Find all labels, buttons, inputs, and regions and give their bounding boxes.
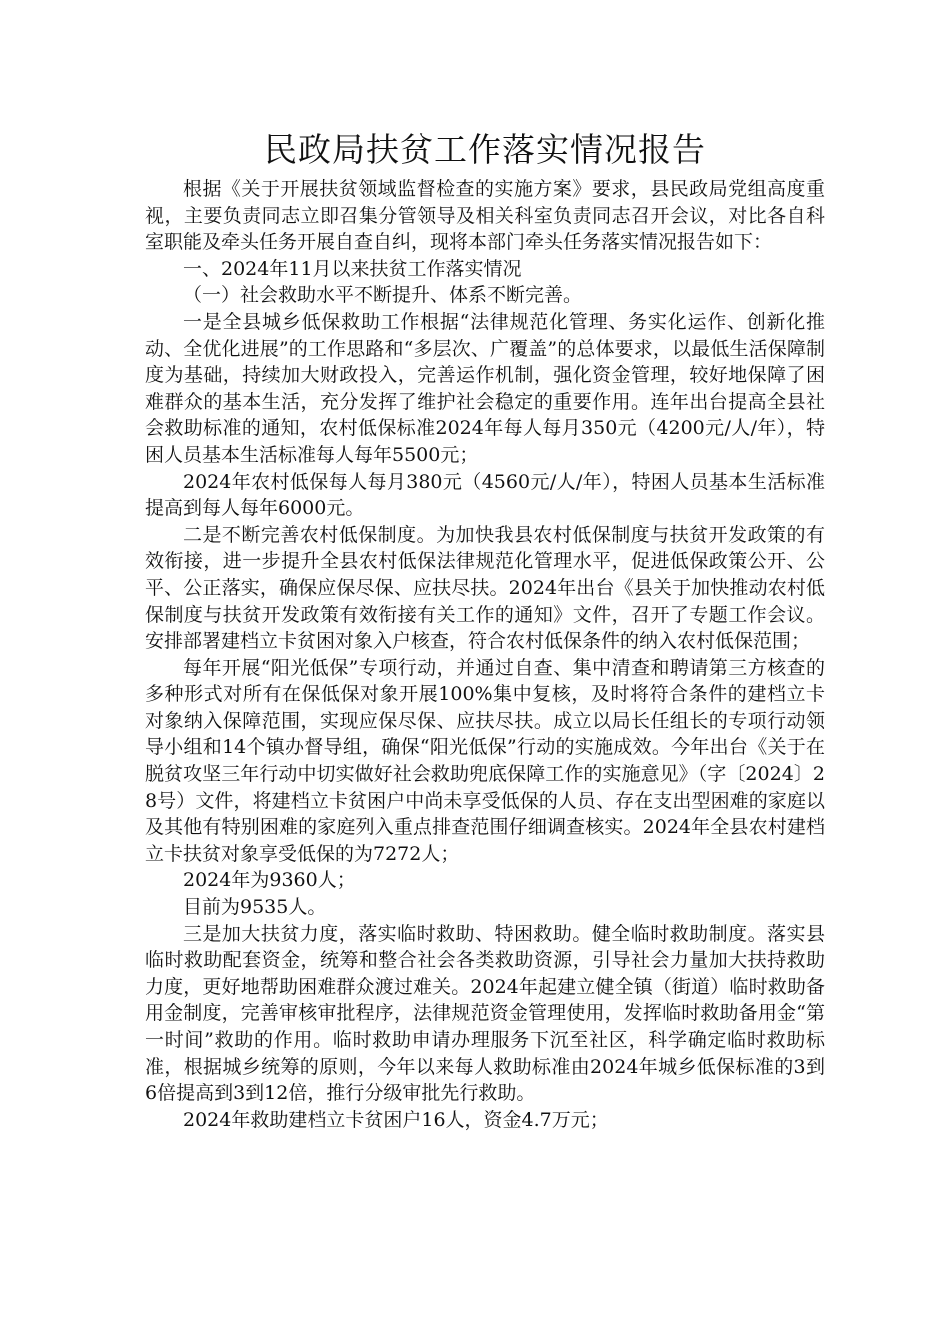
paragraph-point-1: 一是全县城乡低保救助工作根据“法律规范化管理、务实化运作、创新化推动、全优化进展”的工作思路和“多层次、广覆盖”的总体要求，以最低生活保障制度为基础，持续加大财政投入，完善运作机制，强化资金管理，较好地保障了困难群众的基本生活，充分发挥了维护社会稳定的重要作用。连年出台提高全县社会救助标准的通知，农村低保标准2024年每人每月350元（4200元/人/年），特困人员基本生活标准每人每年5500元； xyxy=(145,310,825,466)
paragraph-count-2024: 2024年为9360人； xyxy=(183,869,356,892)
paragraph-point-3: 三是加大扶贫力度，落实临时救助、特困救助。健全临时救助制度。落实县临时救助配套资金，统筹和整合社会各类救助资源，引导社会力量加大扶持救助力度，更好地帮助困难群众渡过难关。2024年起建立健全镇（街道）临时救助备用金制度，完善审核审批程序，法律规范资金管理使用，发挥临时救助备用金“第一时间”救助的作用。临时救助申请办理服务下沉至社区，科学确定临时救助标准，根据城乡统筹的原则，今年以来每人救助标准由2024年城乡低保标准的3到6倍提高到3到12倍，推行分级审批先行救助。 xyxy=(145,922,825,1105)
document-title: 民政局扶贫工作落实情况报告 xyxy=(264,130,706,169)
paragraph-sunshine-action: 每年开展“阳光低保”专项行动，并通过自查、集中清查和聘请第三方核查的多种形式对所有在保低保对象开展100%集中复核，及时将符合条件的建档立卡对象纳入保障范围，实现应保尽保、应扶尽扶。成立以局长任组长的专项行动领导小组和14个镇办督导组，确保“阳光低保”行动的实施成效。今年出台《关于在脱贫攻坚三年行动中切实做好社会救助兜底保障工作的实施意见》（字〔2024〕28号）文件，将建档立卡贫困户中尚未享受低保的人员、存在支出型困难的家庭以及其他有特别困难的家庭列入重点排查范围仔细调查核实。2024年全县农村建档立卡扶贫对象享受低保的为7272人； xyxy=(145,656,825,865)
paragraph-intro: 根据《关于开展扶贫领域监督检查的实施方案》要求，县民政局党组高度重视，主要负责同志立即召集分管领导及相关科室负责同志召开会议，对比各自科室职能及牵头任务开展自查自纠，现将本部门牵头任务落实情况报告如下： xyxy=(145,178,825,254)
paragraph-2024-standard: 2024年农村低保每人每月380元（4560元/人/年），特困人员基本生活标准提高到每人每年6000元。 xyxy=(145,470,825,520)
paragraph-relief-2024: 2024年救助建档立卡贫困户16人，资金4.7万元； xyxy=(183,1108,609,1131)
subsection-heading-1: （一）社会救助水平不断提升、体系不断完善。 xyxy=(183,284,583,307)
paragraph-count-current: 目前为9535人。 xyxy=(183,896,327,919)
section-heading-1: 一、2024年11月以来扶贫工作落实情况 xyxy=(183,257,522,280)
paragraph-point-2: 二是不断完善农村低保制度。为加快我县农村低保制度与扶贫开发政策的有效衔接，进一步提升全县农村低保法律规范化管理水平，促进低保政策公开、公平、公正落实，确保应保尽保、应扶尽扶。2024年出台《县关于加快推动农村低保制度与扶贫开发政策有效衔接有关工作的通知》文件，召开了专题工作会议。安排部署建档立卡贫困对象入户核查，符合农村低保条件的纳入农村低保范围； xyxy=(145,523,825,653)
document-page xyxy=(145,130,825,1133)
